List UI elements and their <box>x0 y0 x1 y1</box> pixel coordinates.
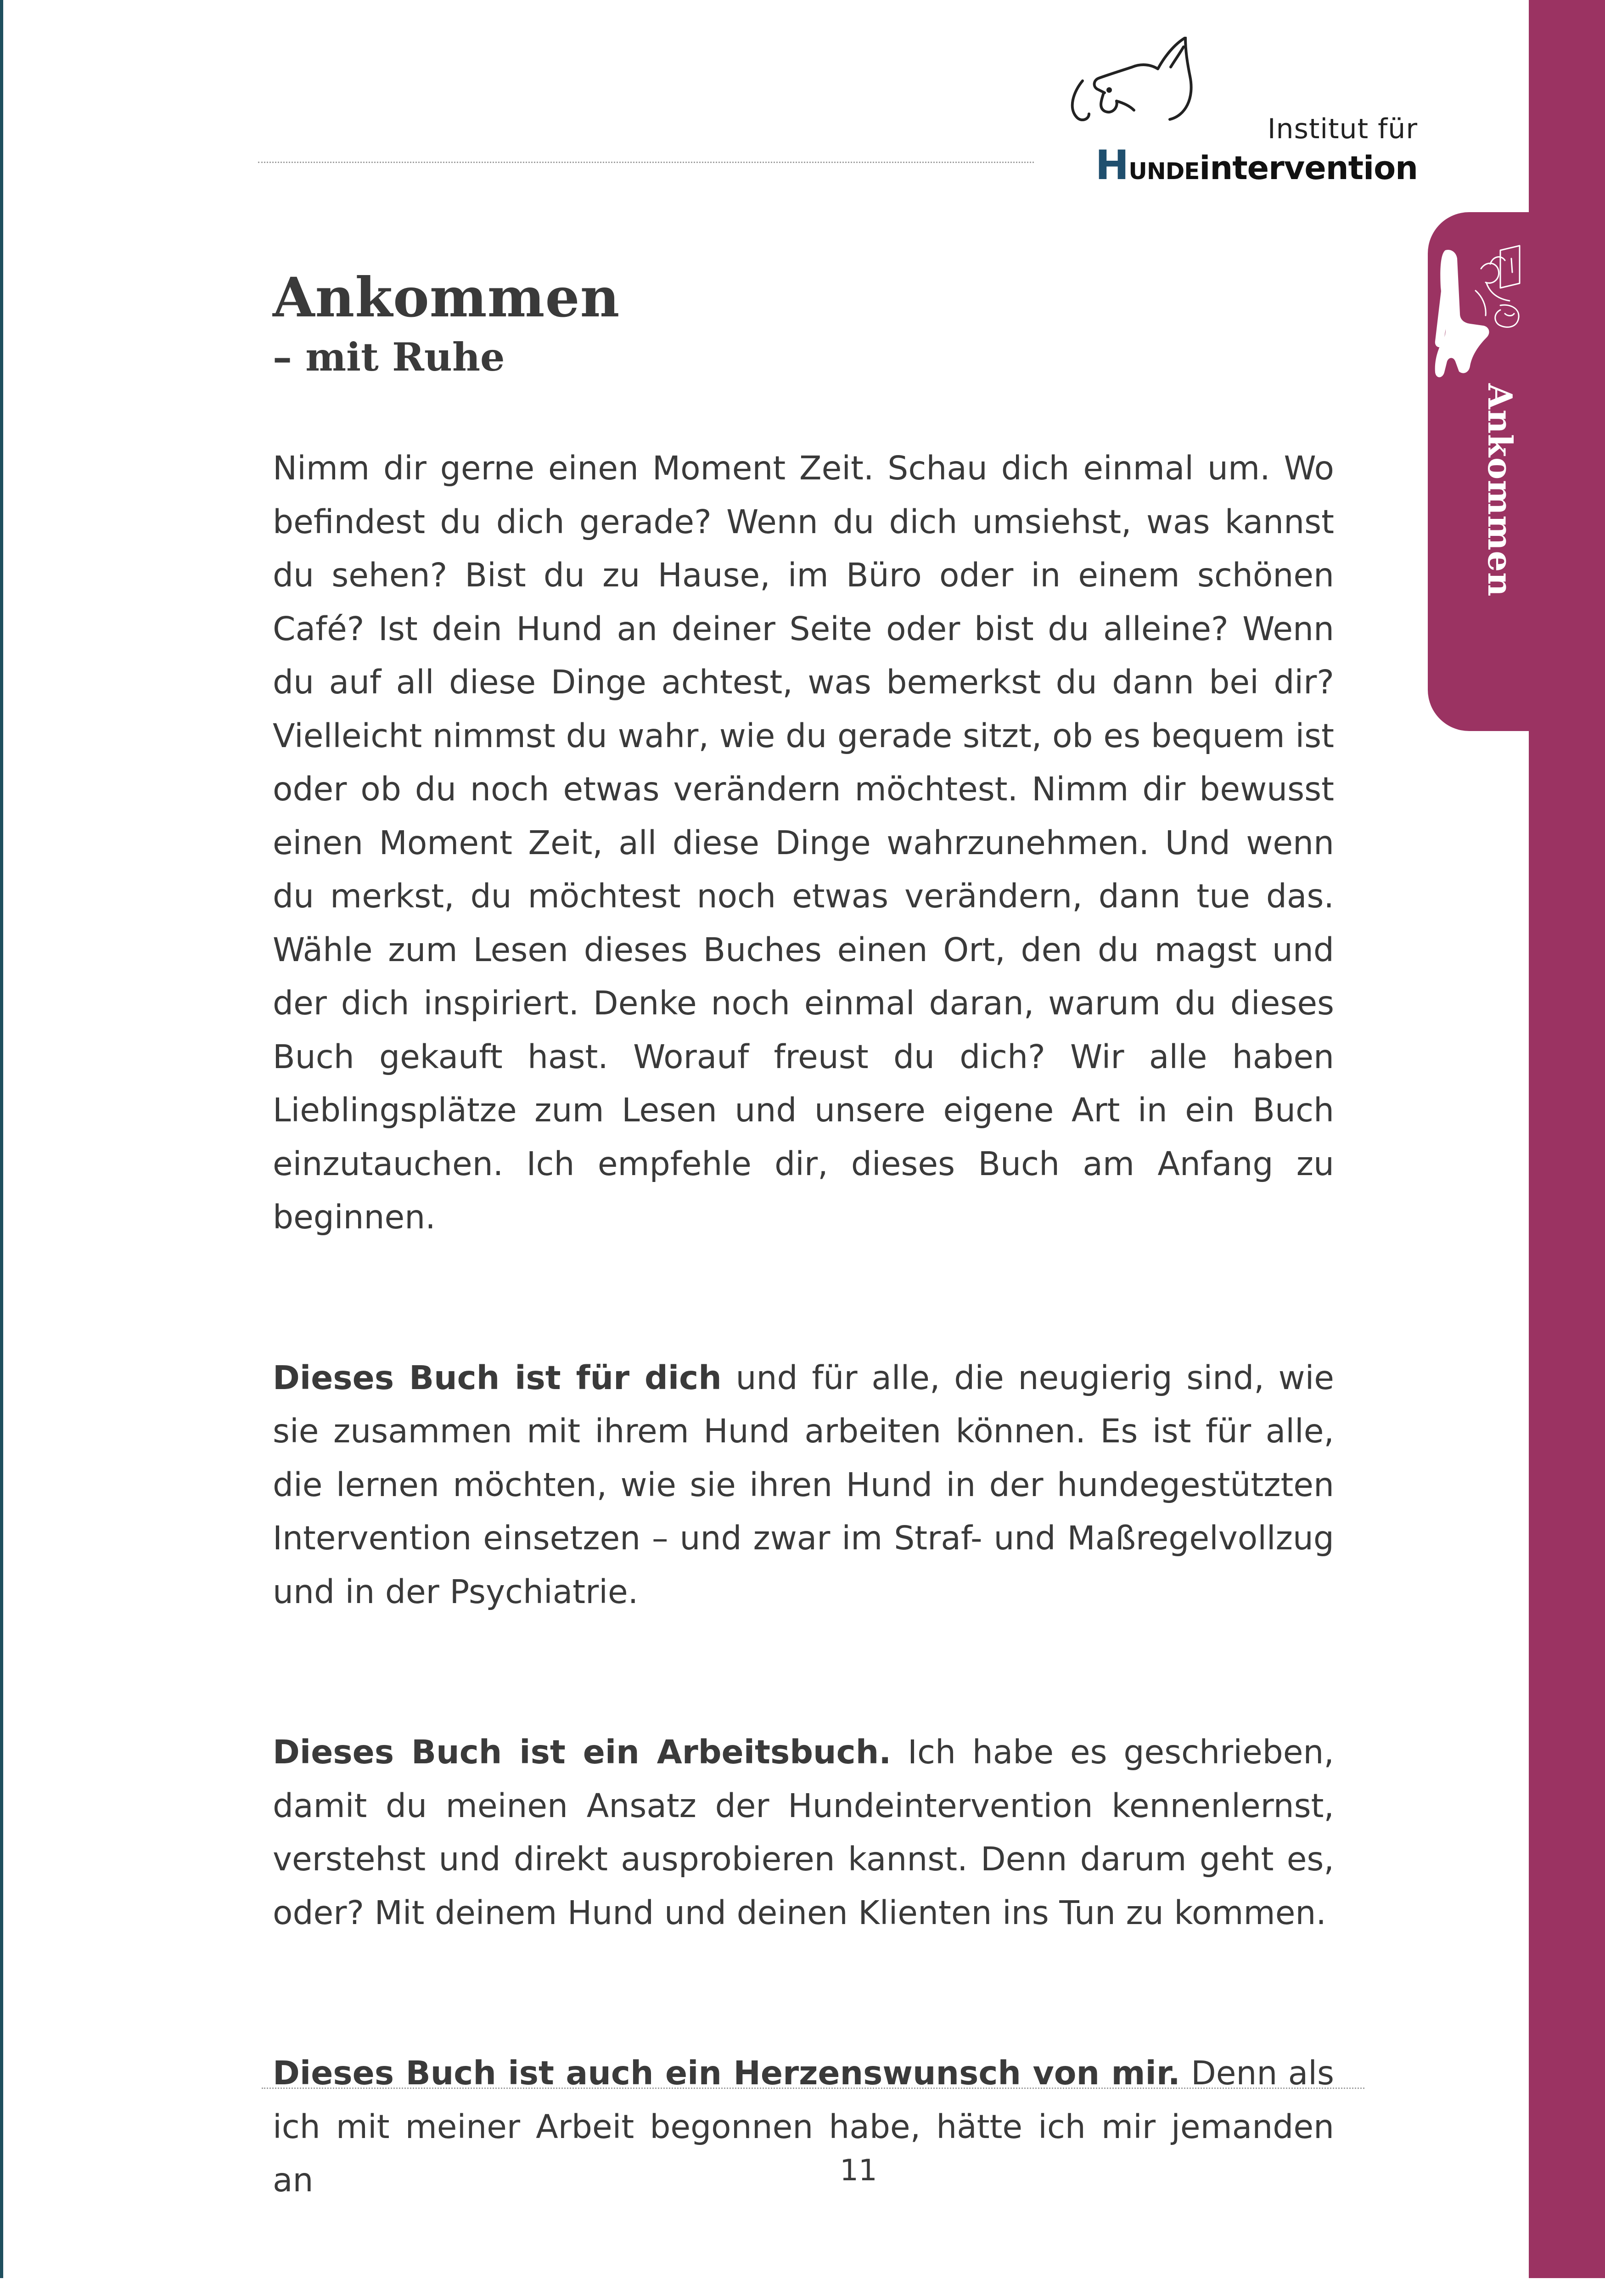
left-edge-strip <box>0 0 3 2278</box>
logo-text-institut: Institut für <box>1267 113 1418 145</box>
paragraph: Nimm dir gerne einen Moment Zeit. Schau dich einmal um. Wo befindest du dich gerade? Wenn du dich umsiehst, was kannst du sehen? Bist du zu Hause, im Büro oder in einem schönen Café? Ist dein Hund an deiner Seite oder bist du alleine? Wenn du auf all diese Dinge achtest, was bemerkst du dann bei dir? Vielleicht nimmst du wahr, wie du gerade sitzt, ob es bequem ist oder ob du noch etwas verändern möchtest. Nimm dir bewusst einen Moment Zeit, all diese Dinge wahrzunehmen. Und wenn du merkst, du möchtest noch etwas verändern, dann tue das. Wähle zum Lesen dieses Buches einen Ort, den du magst und der dich inspiriert. Denke noch einmal daran, warum du dieses Buch gekauft hast. Worauf freust du dich? Wir alle haben Lieblingsplätze zum Lesen und unsere eigene Art in ein Buch einzutauchen. Ich empfehle dir, dieses Buch am Anfang zu beginnen. <box>273 449 1334 1236</box>
paragraph: Dieses Buch ist auch ein Herzenswunsch von mir. Denn als ich mit meiner Arbeit begonnen habe, hätte ich mir jemanden an <box>273 2054 1334 2199</box>
paragraph: Dieses Buch ist ein Arbeitsbuch. Ich habe es geschrieben, damit du meinen Ansatz der Hundeintervention kennenlernst, verstehst und direkt ausprobieren kannst. Denn darum geht es, oder? Mit deinem Hund und deinen Klienten ins Tun zu kommen. <box>273 1733 1335 1932</box>
chapter-subtitle: – mit Ruhe <box>273 334 505 380</box>
page-number: 11 <box>840 2154 877 2188</box>
chapter-tab-label: Ankommen <box>1481 383 1520 597</box>
institute-logo <box>1065 37 1423 189</box>
paragraph-lead: Dieses Buch ist für dich <box>273 1358 722 1397</box>
paragraph-lead: Dieses Buch ist auch ein Herzenswunsch von mir. <box>273 2054 1180 2092</box>
chapter-color-band <box>1529 0 1605 2278</box>
footer-divider <box>262 2088 1364 2089</box>
chapter-title: Ankommen <box>273 265 620 329</box>
person-with-dog-illustration-icon <box>1431 232 1523 388</box>
paragraph-lead: Dieses Buch ist ein Arbeitsbuch. <box>273 1733 892 1771</box>
paragraph: Dieses Buch ist für dich und für alle, die neugierig sind, wie sie zusammen mit ihrem Hund arbeiten können. Es ist für alle, die lernen möchten, wie sie ihren Hund in der hundegestützten Intervention einsetzen – und zwar im Straf- und Maßregelvollzug und in der Psychiatrie. <box>273 1358 1334 1611</box>
body-text <box>273 442 1334 2296</box>
dog-head-logo-icon <box>1065 37 1212 147</box>
logo-text-hundeintervention: HUNDEintervention <box>1095 141 1418 189</box>
header-divider <box>258 162 1034 163</box>
